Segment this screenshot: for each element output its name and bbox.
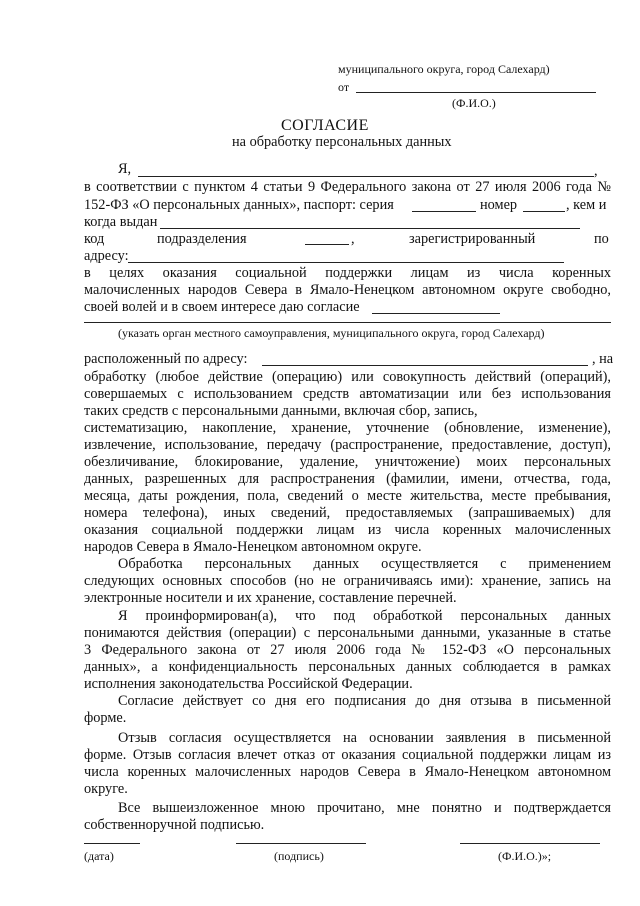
subdivision-code-field[interactable] (305, 244, 349, 245)
organ-full-line[interactable] (84, 322, 611, 323)
signature-caption: (подпись) (274, 849, 324, 863)
organ-caption: (указать орган местного самоуправления, муниципального округа, город Салехард) (118, 326, 545, 340)
p2-line-3: электронные носители и их хранение, составление перечней. (84, 590, 457, 606)
p2-line-1: Обработка персональных данных осуществляется с применением (118, 556, 611, 572)
p1-line-9: месяца, даты рождения, пола, сведений о месте жительства, месте пребывания, (84, 488, 611, 504)
p5-line-4: округе. (84, 781, 128, 797)
p5-line-2: форме. Отзыв согласия влечет отказ от оказания социальной поддержки лицам из (84, 747, 611, 763)
sign-fio-field[interactable] (460, 843, 600, 844)
p1-line-7: обезличивание, блокирование, удаление, уничтожение) моих персональных (84, 454, 611, 470)
header-from-label: от (338, 80, 350, 94)
form-number-label: номер (480, 197, 518, 213)
header-org-line: муниципального округа, город Салехард) (338, 62, 550, 76)
p1-line-2: обработку (любое действие (операцию) или совокупность действий (операций), (84, 369, 611, 385)
form-at-label: по (594, 231, 609, 247)
p1-line-8: данных, разрешенных для распространения (фамилии, имени, отчества, года, (84, 471, 611, 487)
p3-line-4: данных», а конфиденциальность персональных данных соблюдается в рамках (84, 659, 611, 675)
date-caption: (дата) (84, 849, 114, 863)
p3-line-3: 3 Федерального закона от 27 июля 2006 года № 152-ФЗ «О персональных (84, 642, 611, 658)
p3-line-5: исполнения законодательства Российской Федерации. (84, 676, 413, 692)
p2-line-2: следующих основных способов (но не ограничиваясь ими): хранение, запись на (84, 573, 611, 589)
p5-line-3: числа коренных малочисленных народов Севера в Ямало-Ненецком автономном (84, 764, 611, 780)
passport-series-field[interactable] (412, 211, 476, 212)
p4-line-2: форме. (84, 710, 127, 726)
form-comma: , (351, 231, 355, 247)
address-field[interactable] (128, 262, 564, 263)
header-fio-caption: (Ф.И.О.) (452, 96, 496, 110)
comma-mark: , (594, 163, 598, 179)
form-issued-when-label: когда выдан (84, 214, 158, 230)
i-label: Я, (118, 161, 132, 177)
form-peoples-line: малочисленных народов Севера в Ямало-Ненецком автономном округе свободно, (84, 282, 611, 298)
p3-line-1: Я проинформирован(а), что под обработкой персональных данных (118, 608, 611, 624)
p1-line-3: совершаемых с использованием средств автоматизации или без использования (84, 386, 611, 402)
header-fio-field[interactable] (356, 92, 596, 93)
consent-organ-field[interactable] (372, 313, 500, 314)
form-issued-by-label: , кем и (566, 197, 607, 213)
form-address-label: адресу: (84, 248, 129, 264)
page-subtitle: на обработку персональных данных (232, 134, 452, 150)
p1-line-12: народов Севера в Ямало-Ненецком автономном округе. (84, 539, 422, 555)
fio-field[interactable] (138, 176, 594, 177)
p1-address-label: расположенный по адресу: (84, 351, 248, 367)
issued-field[interactable] (160, 228, 580, 229)
form-subdivision-label: подразделения (157, 231, 247, 247)
signature-field[interactable] (236, 843, 366, 844)
date-field[interactable] (84, 843, 140, 844)
p1-line-5: систематизацию, накопление, хранение, уточнение (обновление, изменение), (84, 420, 611, 436)
form-consent-line: своей волей и в своем интересе даю согласие (84, 299, 360, 315)
p1-on: , на (592, 351, 614, 367)
sign-fio-caption: (Ф.И.О.)»; (498, 849, 552, 863)
form-registered-label: зарегистрированный (409, 231, 536, 247)
p5-line-1: Отзыв согласия осуществляется на основании заявления в письменной (118, 730, 611, 746)
p3-line-2: понимаются действия (операции) с персональными данными, указанные в статье (84, 625, 611, 641)
form-code-label: код (84, 231, 105, 247)
p6-line-1: Все вышеизложенное мною прочитано, мне понятно и подтверждается (118, 800, 611, 816)
page-title: СОГЛАСИЕ (281, 117, 369, 134)
p1-line-11: оказания социальной поддержки лицам из числа коренных малочисленных (84, 522, 611, 538)
p1-line-6: извлечение, использование, передачу (распространение, предоставление, доступ), (84, 437, 611, 453)
p4-line-1: Согласие действует со дня его подписания до дня отзыва в письменной (118, 693, 611, 709)
form-line-law: в соответствии с пунктом 4 статьи 9 Федерального закона от 27 июля 2006 года № (84, 179, 611, 195)
form-purpose-line: в целях оказания социальной поддержки лицам из числа коренных (84, 265, 611, 281)
p1-line-10: номера телефона), иных сведений, предоставляемых (запрашиваемых) для (84, 505, 611, 521)
p1-line-4: таких средств с персональными данными, включая сбор, запись, (84, 403, 478, 419)
p6-line-2: собственноручной подписью. (84, 817, 265, 833)
passport-number-field[interactable] (523, 211, 565, 212)
form-passport-label: 152-ФЗ «О персональных данных», паспорт: серия (84, 197, 394, 213)
organ-address-field[interactable] (262, 365, 588, 366)
